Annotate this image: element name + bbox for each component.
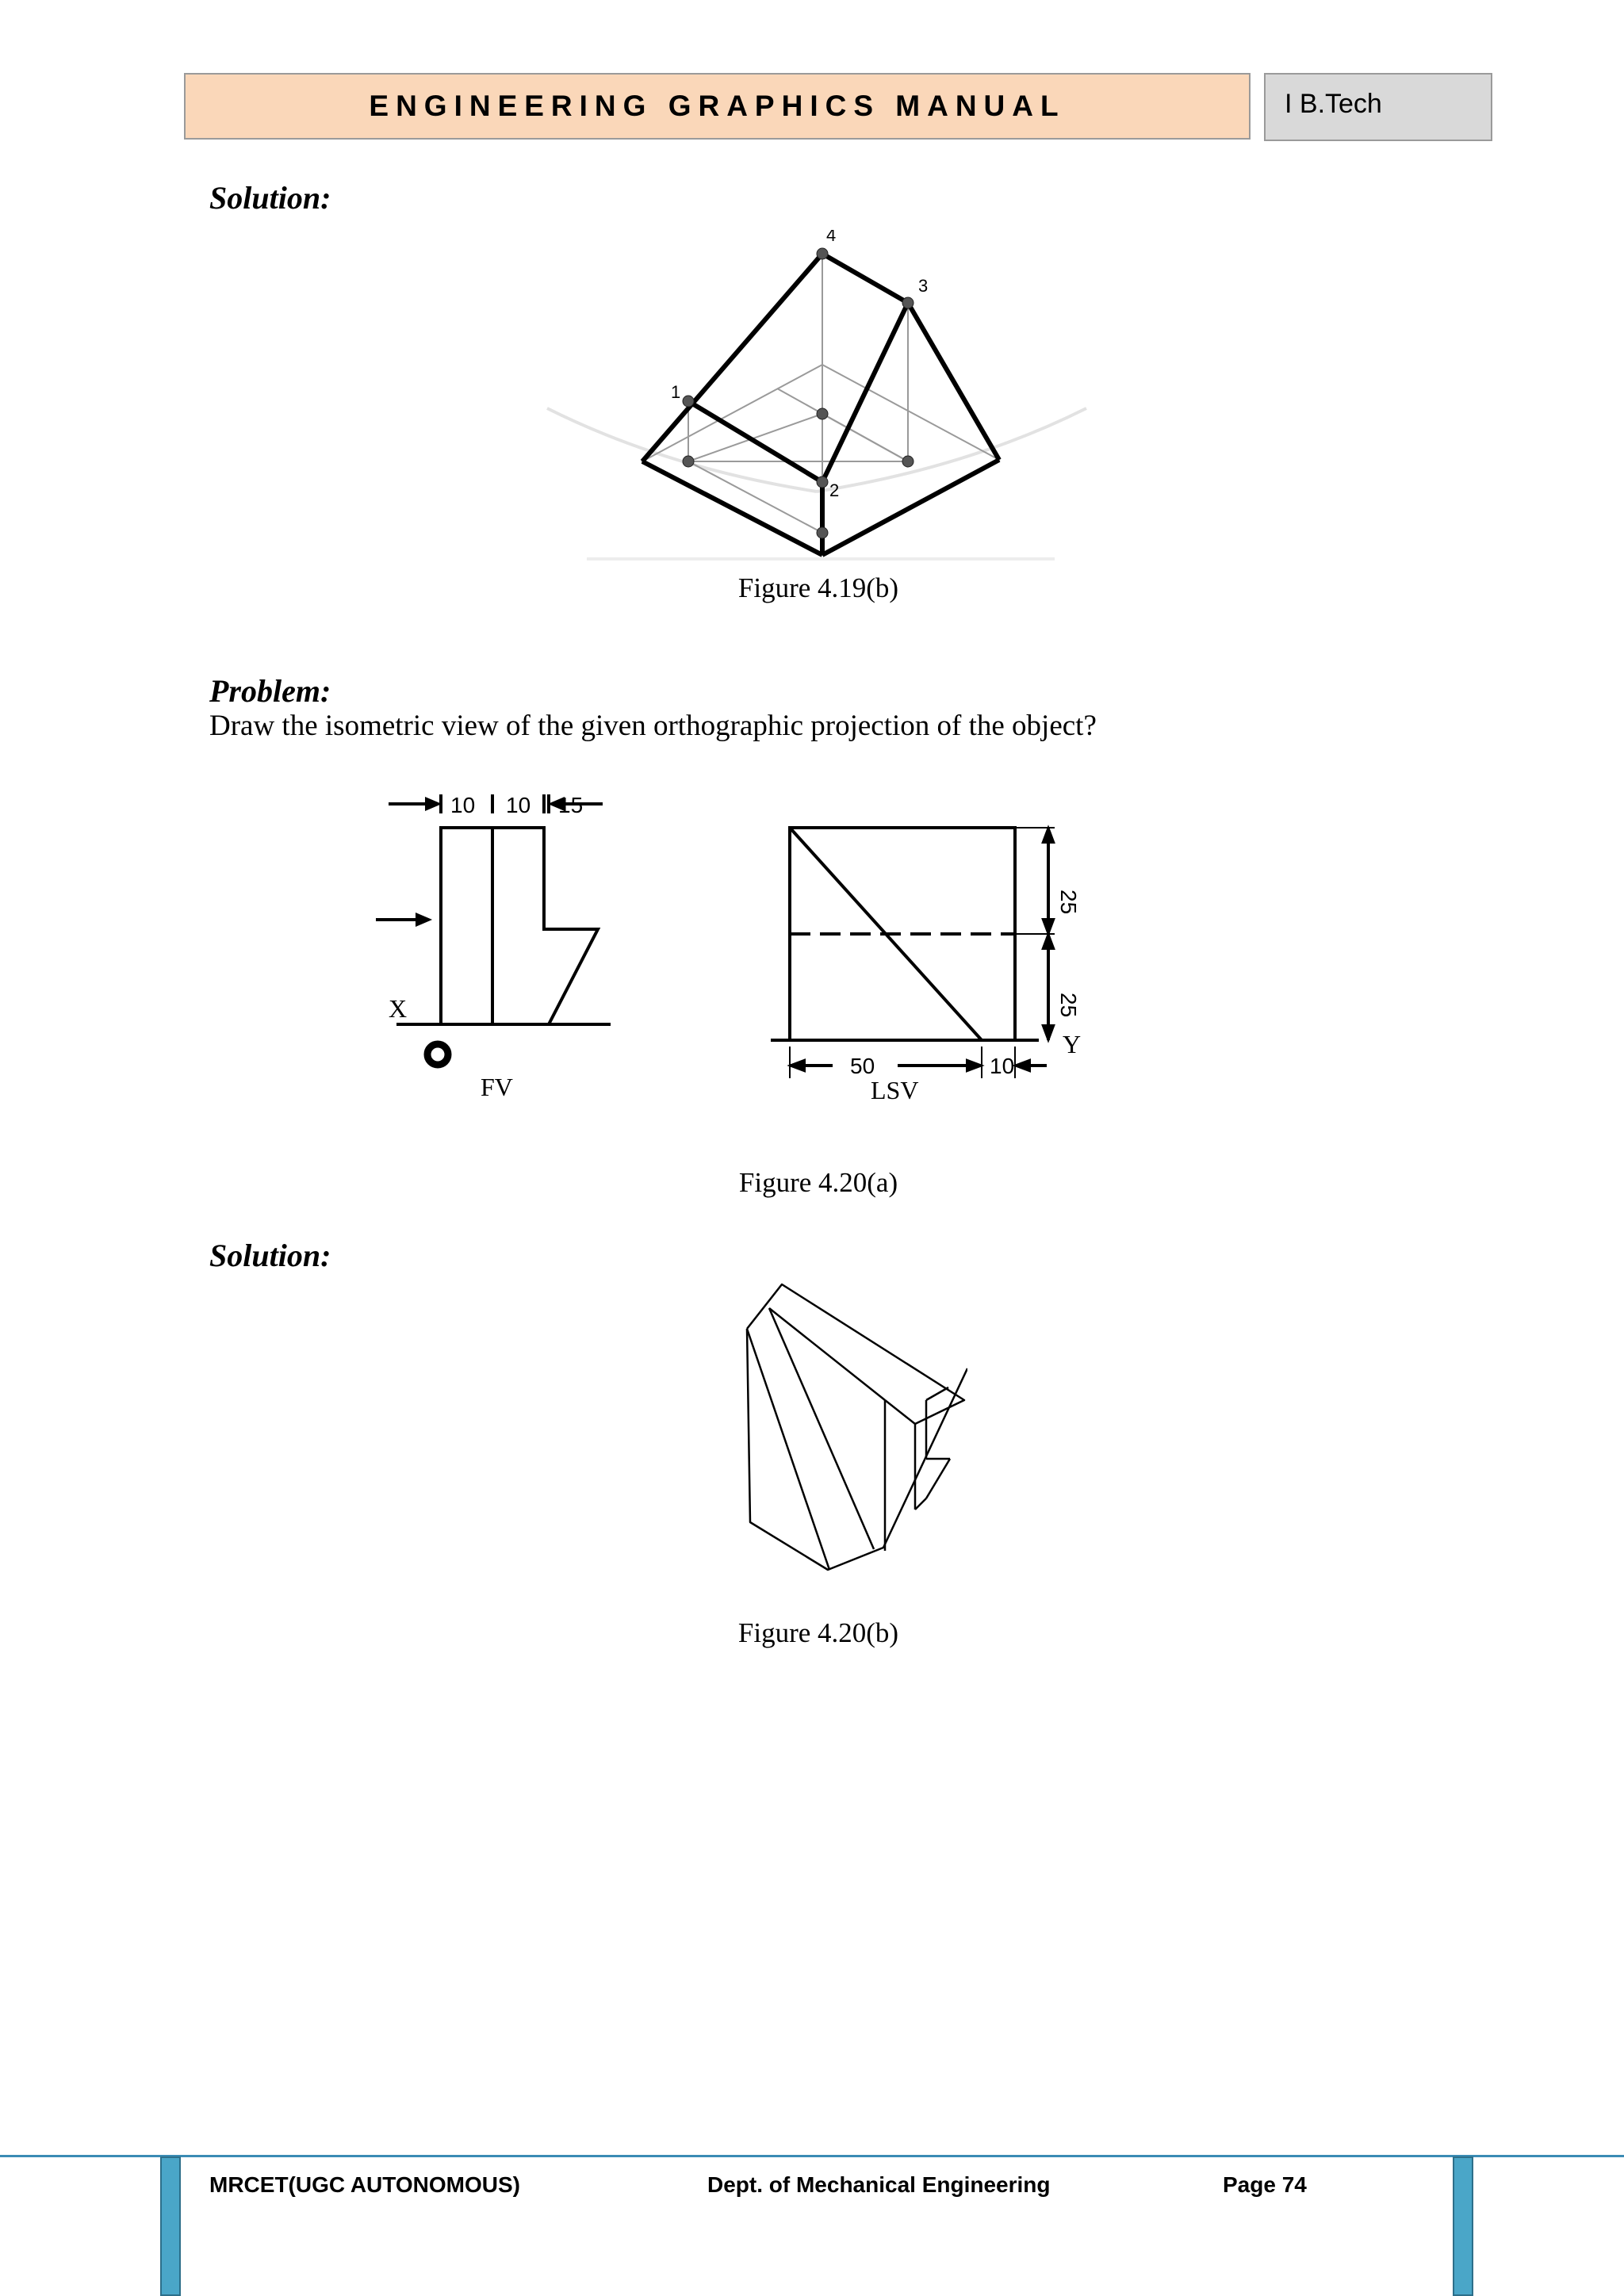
course-badge: I B.Tech — [1264, 73, 1492, 141]
y-label: Y — [1063, 1030, 1082, 1058]
fv-label: FV — [481, 1073, 513, 1101]
point-label-3: 3 — [918, 276, 929, 296]
footer-page-number: Page 74 — [1223, 2172, 1307, 2197]
lsv-dim-h1: 50 — [850, 1054, 875, 1078]
solution-label-2: Solution: — [209, 1238, 331, 1273]
caption-4-20a: Figure 4.20(a) — [738, 1167, 898, 1198]
point-label-4: 4 — [826, 230, 837, 245]
point-label-1: 1 — [671, 382, 681, 402]
lsv-dim-v2: 25 — [1056, 993, 1081, 1018]
footer-department: Dept. of Mechanical Engineering — [707, 2172, 1051, 2197]
problem-text: Draw the isometric view of the given orthographic projection of the object? — [209, 710, 1097, 742]
point-label-2: 2 — [829, 480, 840, 500]
manual-title: ENGINEERING GRAPHICS MANUAL — [184, 73, 1251, 140]
lsv-dim-v1: 25 — [1056, 890, 1081, 915]
caption-4-19b: Figure 4.19(b) — [737, 572, 899, 603]
x-label: X — [389, 994, 408, 1023]
lsv-dim-h2: 10 — [990, 1054, 1015, 1078]
footer-right-bar — [1453, 2156, 1473, 2296]
figure-4-19b — [539, 230, 1110, 571]
problem-label: Problem: — [209, 673, 331, 709]
lsv-label: LSV — [871, 1076, 919, 1104]
left-side-view-drawing — [761, 809, 1110, 1110]
fv-dim-2: 10 — [506, 793, 531, 817]
front-view-drawing — [365, 777, 619, 1110]
footer-left-bar — [160, 2156, 181, 2296]
footer-institution: MRCET(UGC AUTONOMOUS) — [209, 2172, 520, 2197]
fv-dim-1: 10 — [450, 793, 476, 817]
caption-4-20b: Figure 4.20(b) — [737, 1617, 899, 1648]
fv-dim-3: 15 — [558, 793, 584, 817]
solution-label-1: Solution: — [209, 180, 331, 216]
footer-divider — [0, 2155, 1624, 2157]
figure-4-20b — [698, 1261, 967, 1578]
